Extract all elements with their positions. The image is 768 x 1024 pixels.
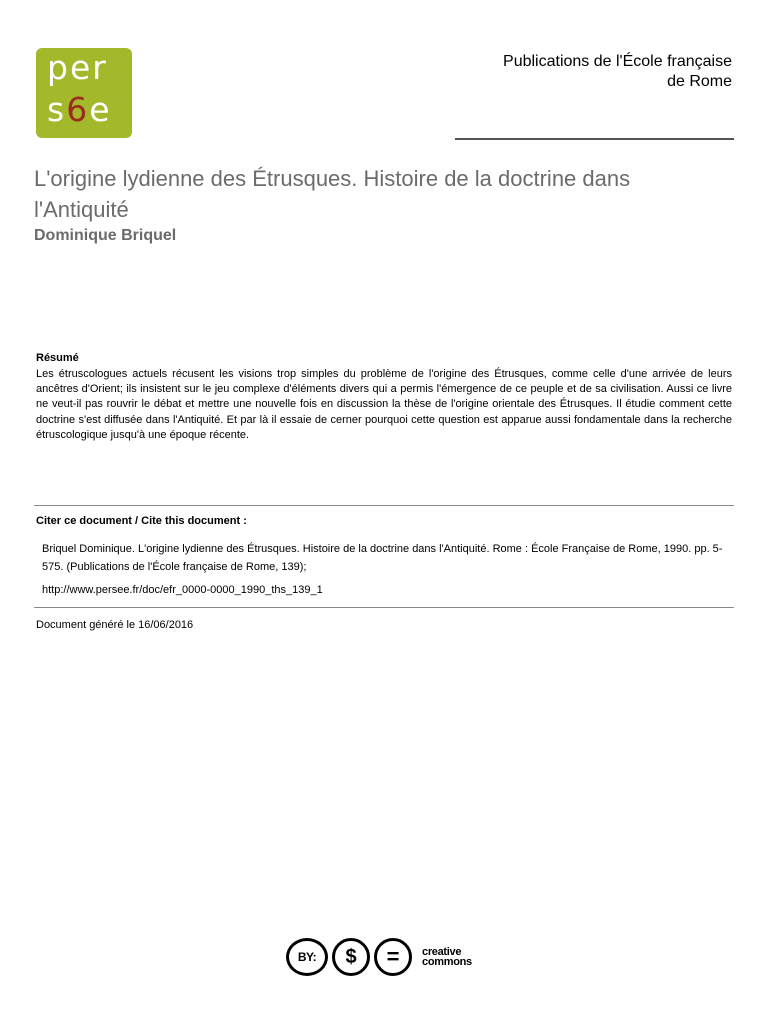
cite-heading: Citer ce document / Cite this document : [36,515,247,527]
cc-noncommercial-icon: $ [332,938,370,976]
cite-bottom-divider [34,607,734,608]
header-divider [455,138,734,140]
document-title: L'origine lydienne des Étrusques. Histoire de la doctrine dans l'Antiquité [34,166,631,222]
persee-logo[interactable] [36,48,132,138]
cite-top-divider [34,505,734,506]
publisher-name: Publications de l'École française de Rome [503,53,732,90]
creative-commons-license[interactable] [286,937,472,977]
cc-by-icon: BY: [286,938,328,976]
resume-heading: Résumé [36,352,79,364]
logo-text-bottom: s6e [47,90,112,129]
citation-reference: Briquel Dominique. L'origine lydienne des Étrusques. Histoire de la doctrine dans l'Antiquité. Rome : École Française de Rome, 1990. pp. 5-575. (Publications de l'École française de Rome, 139); [42,543,723,573]
logo-text-top: per [47,48,108,87]
generated-date: Document généré le 16/06/2016 [36,619,194,631]
citation-url-link[interactable]: http://www.persee.fr/doc/efr_0000-0000_1990_ths_139_1 [42,584,323,596]
document-author: Dominique Briquel [34,227,177,244]
cc-wordmark: creative commons [422,946,472,968]
cc-noderivatives-icon: = [374,938,412,976]
resume-text: Les étruscologues actuels récusent les visions trop simples du problème de l'origine des Étrusques, comme celle d'une arrivée de leurs ancêtres d'Orient; ils insistent sur le jeu complexe d'éléments divers qui a permis l'émergence de ce peuple et de sa civilisation. Aussi ce livre ne veut-il pas rouvrir le débat et mettre une nouvelle fois en discussion la thèse de l'origine orientale des Étrusques. Il étudie comment cette doctrine s'est diffusée dans l'Antiquité. Et par là il essaie de cerner pourquoi cette question est apparue aussi fondamentale dans la recherche étruscologique jusqu'à une époque récente. [36,368,732,441]
